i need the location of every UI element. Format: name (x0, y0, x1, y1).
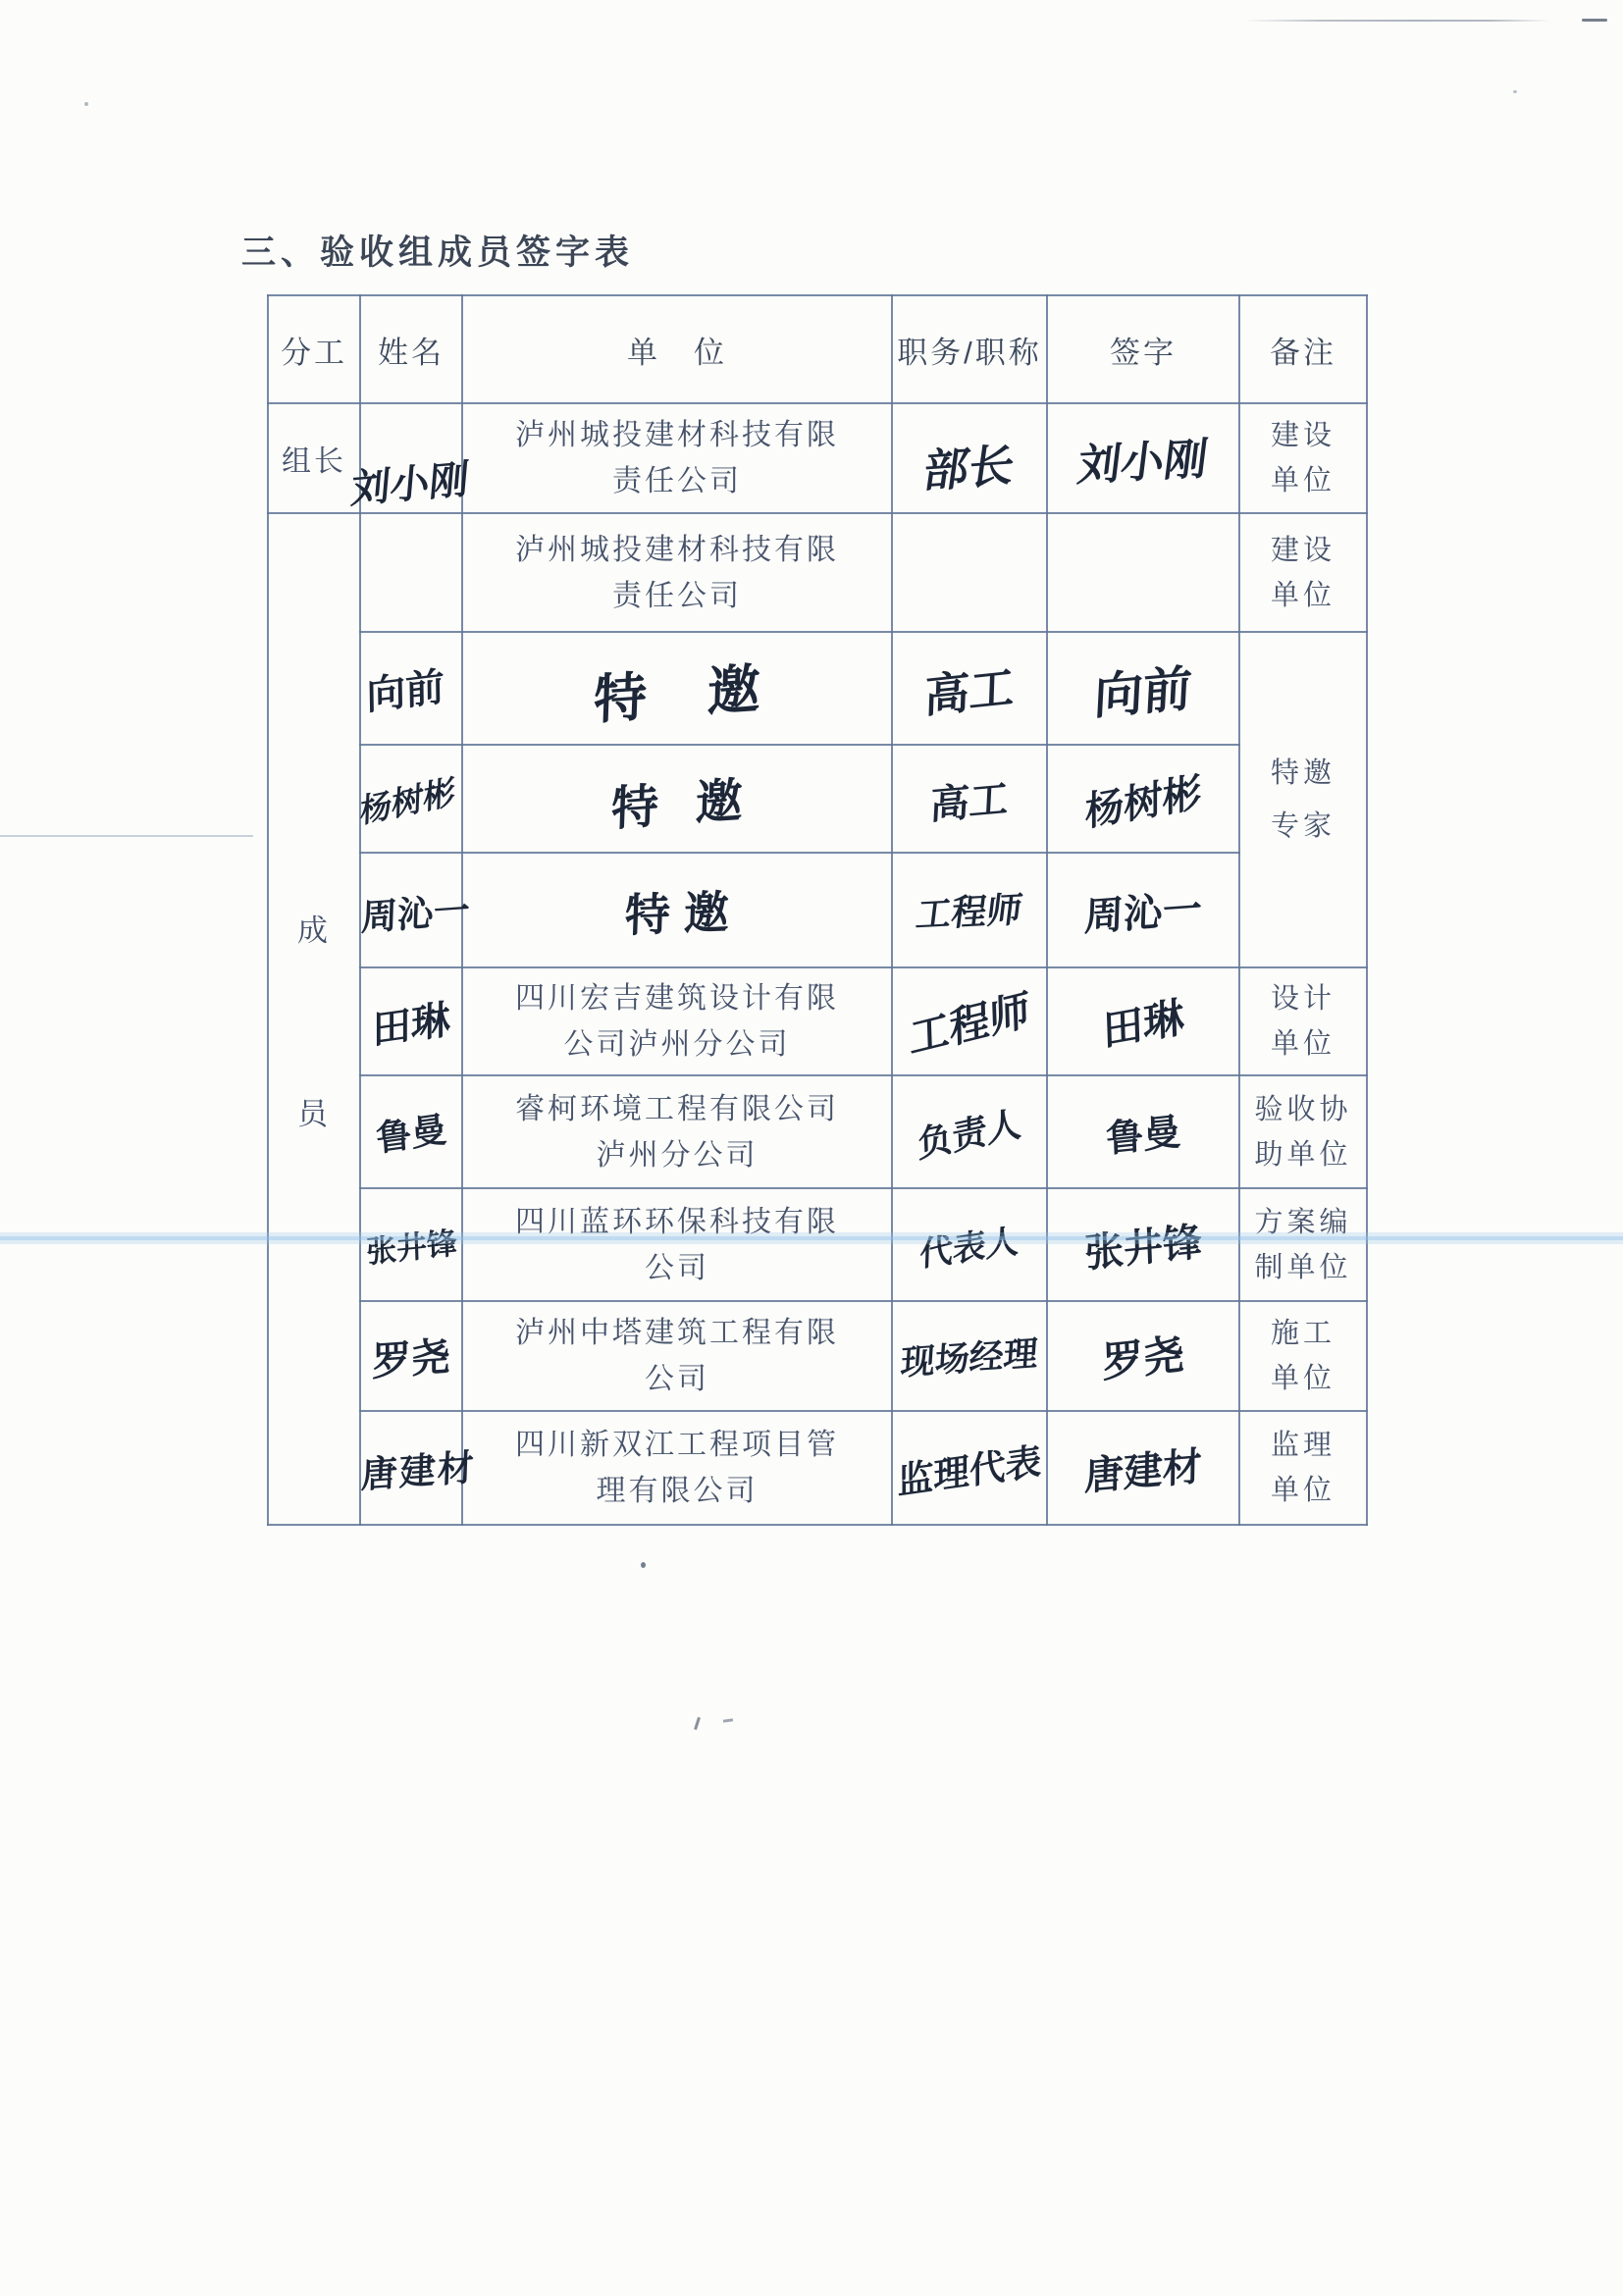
header-row (268, 295, 1367, 403)
handwritten-signature-row5: 周沁一 (1083, 887, 1203, 940)
handwritten-unit-row4: 特邀 (610, 771, 781, 836)
handwritten-title-row8: 代表人 (918, 1222, 1021, 1275)
handwritten-name-row10: 唐建材 (360, 1446, 477, 1496)
scan-artifact-speck-1 (84, 102, 88, 106)
signature-table (267, 294, 1368, 1526)
header-sign: 签字 (1047, 295, 1239, 403)
handwritten-title-row6: 工程师 (909, 985, 1031, 1063)
header-name: 姓名 (360, 295, 462, 403)
handwritten-signature-row4: 杨树彬 (1084, 769, 1202, 835)
cell-title-row5 (892, 853, 1047, 967)
scan-artifact-speck-2 (1513, 90, 1517, 93)
cell-title-row2 (892, 513, 1047, 632)
header-remark: 备注 (1239, 295, 1367, 403)
handwritten-unit-row3: 特邀 (593, 654, 822, 731)
handwritten-title-row10: 监理代表 (897, 1440, 1042, 1502)
handwritten-unit-row5: 特邀 (624, 885, 744, 941)
handwritten-name-row7: 鲁曼 (375, 1108, 448, 1160)
cell-role-leader: 组长 (268, 403, 360, 513)
unit-text-row2: 泸州城投建材科技有限 责任公司 (515, 533, 839, 612)
handwritten-signature-row8: 张井锋 (1083, 1220, 1203, 1277)
scan-artifact-mark-2 (723, 1718, 733, 1722)
handwritten-name-row4: 杨树彬 (358, 771, 456, 830)
row-member-3 (268, 745, 1367, 853)
scan-artifact-mark-1 (694, 1717, 701, 1730)
row-member-1 (268, 513, 1367, 632)
header-unit: 单 位 (462, 295, 892, 403)
cell-title-row7 (892, 1075, 1047, 1188)
cell-name-row8 (360, 1188, 462, 1301)
cell-name-row9 (360, 1301, 462, 1411)
cell-unit-row8 (462, 1188, 892, 1301)
handwritten-title-row9: 现场经理 (899, 1333, 1040, 1383)
row-member-6 (268, 1075, 1367, 1188)
cell-name-row3 (360, 632, 462, 745)
cell-unit-row4 (462, 745, 892, 853)
cell-name-row5 (360, 853, 471, 967)
header-role: 分工 (268, 295, 360, 403)
member-role-vertical: 成 员 (297, 913, 331, 1131)
cell-sign-row9 (1047, 1301, 1239, 1411)
handwritten-name-row5: 周沁一 (360, 889, 471, 938)
handwritten-name-row1: 刘小刚 (348, 457, 471, 512)
scan-artifact-top-streak (1244, 20, 1550, 22)
cell-unit-row10 (462, 1411, 892, 1525)
row-member-8 (268, 1301, 1367, 1411)
handwritten-signature-row7: 鲁曼 (1105, 1111, 1181, 1162)
cell-unit-row6 (462, 967, 892, 1075)
handwritten-name-row6: 田琳 (372, 997, 450, 1053)
cell-sign-row3 (1047, 632, 1239, 745)
cell-remark-row10: 监理单位 (1239, 1411, 1367, 1525)
cell-title-row4 (892, 745, 1047, 853)
unit-text-row8: 四川蓝环环保科技有限 公司 (515, 1205, 839, 1284)
unit-text-row1: 泸州城投建材科技有限 责任公司 (515, 419, 839, 497)
cell-name-row2 (360, 513, 462, 632)
cell-title-row9 (892, 1301, 1047, 1411)
handwritten-signature-row9: 罗尧 (1101, 1331, 1185, 1386)
cell-name-row10 (360, 1411, 477, 1525)
handwritten-signature-row6: 田琳 (1101, 993, 1185, 1055)
scan-artifact-dot (641, 1562, 646, 1568)
cell-role-member (268, 513, 360, 1525)
cell-sign-row1 (1047, 403, 1239, 513)
row-member-5 (268, 967, 1367, 1075)
cell-name-row7 (360, 1075, 462, 1188)
handwritten-title-row1: 部长 (919, 439, 1019, 497)
cell-remark-row8: 方案编制单位 (1239, 1188, 1367, 1301)
scan-artifact-left-line (0, 835, 253, 837)
handwritten-title-row3: 高工 (923, 660, 1016, 722)
cell-sign-row7 (1047, 1075, 1239, 1188)
cell-title-row3 (892, 632, 1047, 745)
cell-name-row4 (360, 745, 462, 853)
handwritten-name-row3: 向前 (365, 665, 445, 719)
handwritten-title-row7: 负责人 (916, 1102, 1022, 1166)
row-member-7 (268, 1188, 1367, 1301)
handwritten-title-row5: 工程师 (914, 889, 1025, 936)
unit-text-row9: 泸州中塔建筑工程有限 公司 (515, 1317, 839, 1395)
page-title: 三、验收组成员签字表 (241, 234, 635, 272)
cell-sign-row2 (1047, 513, 1239, 632)
cell-title-row6 (892, 967, 1047, 1075)
unit-text-row7: 睿柯环境工程有限公司 泸州分公司 (515, 1092, 839, 1172)
cell-remark-row2: 建设单位 (1239, 513, 1367, 632)
cell-unit-row1 (462, 403, 892, 513)
row-leader (268, 403, 1367, 513)
handwritten-title-row4: 高工 (928, 776, 1010, 828)
cell-remark-row6: 设计单位 (1239, 967, 1367, 1075)
cell-title-row8 (892, 1188, 1047, 1301)
cell-remark-row9: 施工单位 (1239, 1301, 1367, 1411)
handwritten-signature-row3: 向前 (1092, 659, 1194, 725)
cell-sign-row10 (1047, 1411, 1239, 1525)
cell-unit-row2 (462, 513, 892, 632)
cell-remark-experts: 特邀专家 (1239, 632, 1367, 967)
row-member-4 (268, 853, 1367, 967)
cell-sign-row8 (1047, 1188, 1239, 1301)
cell-name-row1 (348, 403, 471, 513)
handwritten-signature-row10: 唐建材 (1083, 1444, 1203, 1498)
cell-unit-row5 (462, 853, 892, 967)
unit-text-row10: 四川新双江工程项目管 理有限公司 (515, 1429, 839, 1507)
cell-remark-row7: 验收协助单位 (1239, 1075, 1367, 1188)
header-title: 职务/职称 (892, 295, 1047, 403)
cell-unit-row9 (462, 1301, 892, 1411)
cell-sign-row4 (1047, 745, 1239, 853)
cell-remark-row1: 建设单位 (1239, 403, 1367, 513)
cell-unit-row3 (462, 632, 892, 745)
cell-sign-row5 (1047, 853, 1239, 967)
row-member-2 (268, 632, 1367, 745)
cell-name-row6 (360, 967, 462, 1075)
cell-sign-row6 (1047, 967, 1239, 1075)
row-member-9 (268, 1411, 1367, 1525)
handwritten-name-row9: 罗尧 (372, 1334, 450, 1384)
cell-unit-row7 (462, 1075, 892, 1188)
handwritten-name-row8: 张井锋 (365, 1226, 457, 1270)
cell-title-row1 (892, 403, 1047, 513)
handwritten-signature-row1: 刘小刚 (1074, 435, 1211, 491)
unit-text-row6: 四川宏吉建筑设计有限 公司泸州分公司 (515, 982, 839, 1061)
scan-artifact-top-dash (1582, 19, 1607, 22)
cell-title-row10 (892, 1411, 1047, 1525)
